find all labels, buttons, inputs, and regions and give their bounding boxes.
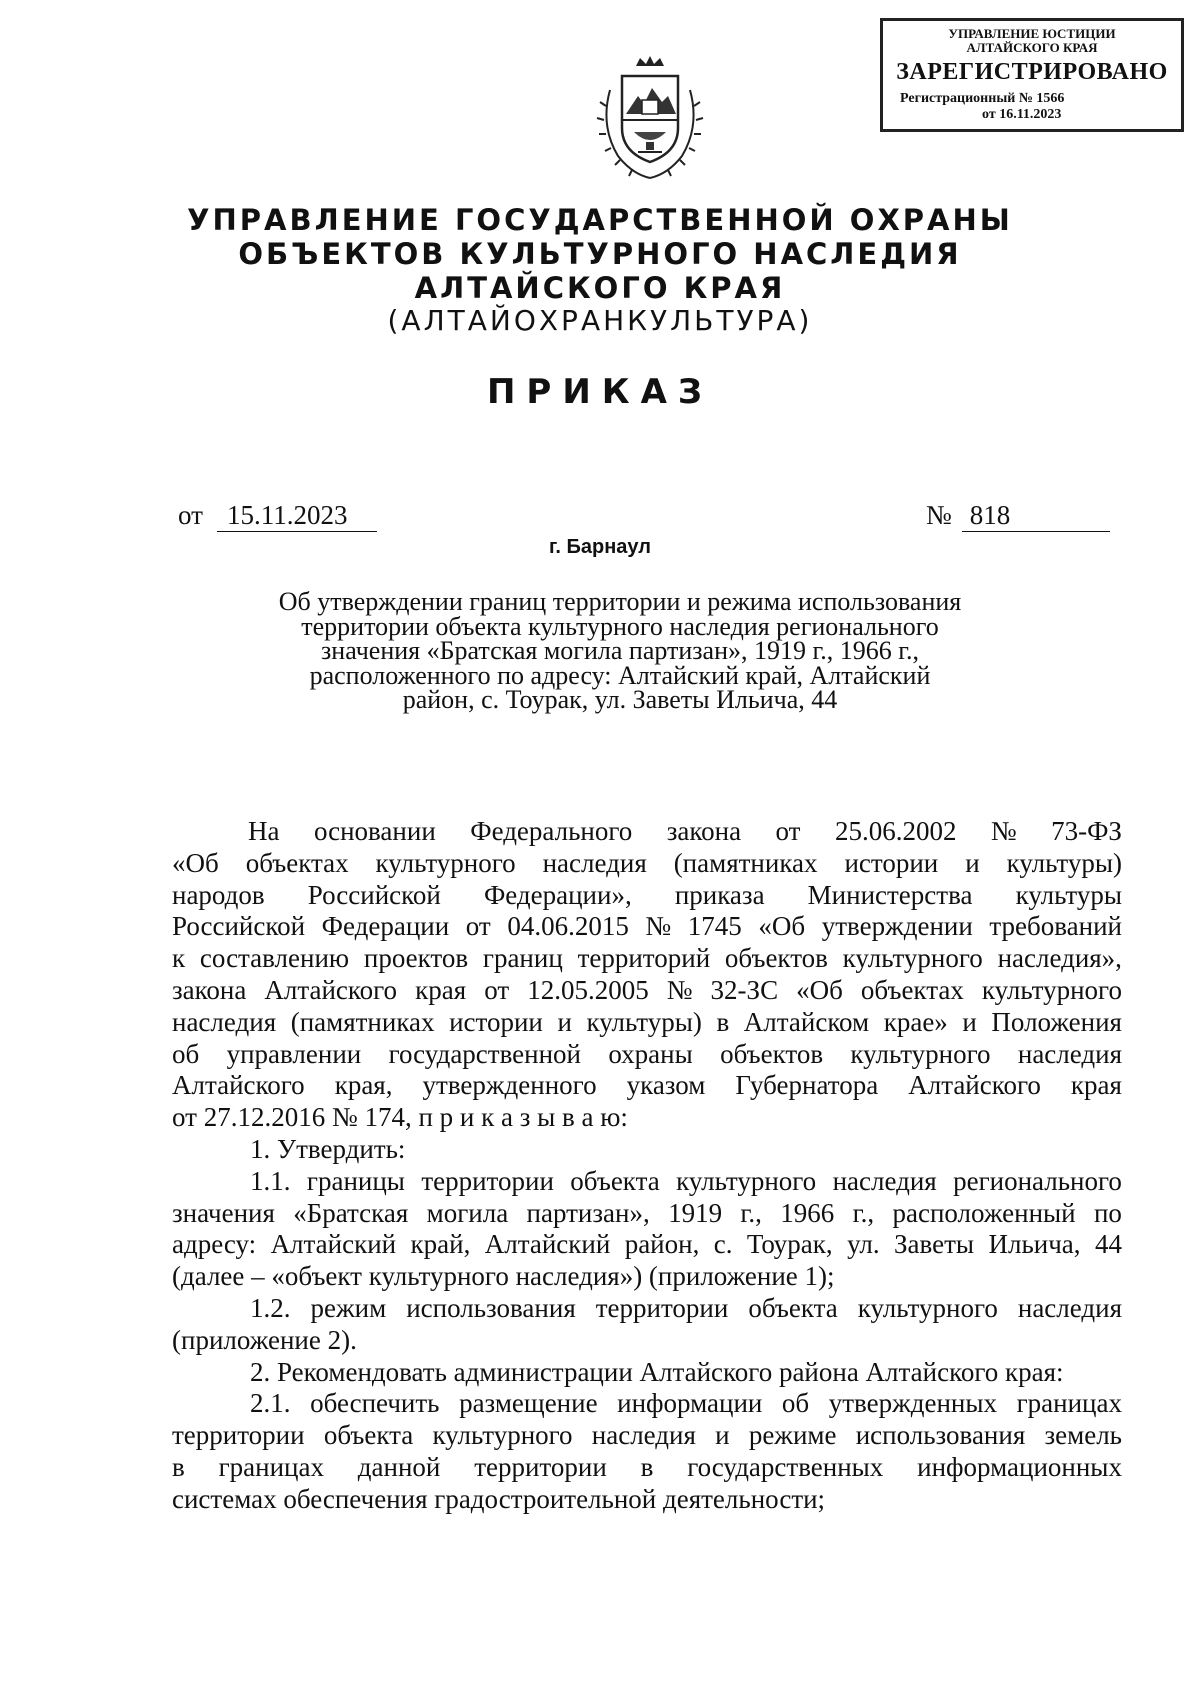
word: с. bbox=[713, 1229, 733, 1260]
word: обеспечить bbox=[310, 1388, 440, 1419]
word: «Об bbox=[796, 974, 843, 1005]
word: культурного bbox=[857, 1292, 998, 1323]
word: в bbox=[172, 1451, 185, 1482]
word: территории bbox=[595, 1292, 729, 1323]
order-date bbox=[178, 500, 377, 532]
word: 25.06.2002 bbox=[834, 816, 957, 846]
item-1-1-line: (далее – «объект культурного наследия») (приложение 1); bbox=[172, 1261, 835, 1292]
item-2-1-line bbox=[172, 1388, 1122, 1420]
word: Министерства bbox=[807, 879, 973, 910]
preamble-line bbox=[172, 1039, 1122, 1071]
preamble-line bbox=[172, 1007, 1122, 1039]
preamble-line bbox=[172, 911, 1122, 943]
word: культурного bbox=[375, 847, 516, 878]
authority-name-line: УПРАВЛЕНИЕ ГОСУДАРСТВЕННОЙ ОХРАНЫ bbox=[187, 203, 1013, 237]
item-1: 1. Утвердить: bbox=[250, 1133, 406, 1164]
word: (памятниках bbox=[673, 847, 818, 878]
word: Положения bbox=[991, 1006, 1122, 1037]
word: территории bbox=[474, 1451, 607, 1482]
word: основании bbox=[313, 816, 436, 846]
stamp-reg-number-value: 1566 bbox=[1036, 91, 1065, 106]
word: г., bbox=[852, 1197, 875, 1228]
word: Алтайский bbox=[484, 1229, 611, 1260]
word: крае» bbox=[883, 1006, 948, 1037]
preamble-line bbox=[172, 816, 1122, 848]
word: объекта bbox=[570, 1165, 660, 1196]
word: культурного bbox=[842, 943, 983, 974]
word: культуры bbox=[1015, 879, 1122, 910]
word: по bbox=[1093, 1197, 1122, 1228]
word: край, bbox=[410, 1229, 471, 1260]
word: от bbox=[775, 816, 801, 846]
document-type: ПРИКАЗ bbox=[486, 372, 714, 412]
item-1-1-line bbox=[172, 1166, 1122, 1198]
order-number-value: 818 bbox=[962, 500, 1110, 532]
authority-abbreviation: (АЛТАЙОХРАНКУЛЬТУРА) bbox=[387, 304, 813, 337]
word: Федерации», bbox=[483, 879, 632, 910]
order-title-line: территории объекта культурного наследия регионального bbox=[301, 611, 939, 641]
stamp-reg-date bbox=[883, 107, 1181, 123]
word: наследия bbox=[1017, 1292, 1122, 1323]
word: от bbox=[484, 974, 510, 1005]
word: Алтайского bbox=[172, 1070, 305, 1101]
order-title-line: Об утверждении границ территории и режима использования bbox=[278, 587, 962, 616]
word: Тоурак, bbox=[746, 1229, 833, 1260]
stamp-reg-number-label: Регистрационный № bbox=[900, 91, 1033, 106]
word: культуры) bbox=[1006, 847, 1122, 878]
stamp-registered: ЗАРЕГИСТРИРОВАНО bbox=[896, 59, 1168, 85]
word: государственной bbox=[388, 1038, 582, 1069]
stamp-reg-date-value: 16.11.2023 bbox=[999, 107, 1062, 122]
word: расположенный bbox=[892, 1197, 1076, 1228]
stamp-authority-line: УПРАВЛЕНИЕ ЮСТИЦИИ bbox=[948, 26, 1116, 41]
word: границах bbox=[218, 1451, 324, 1482]
word: края bbox=[415, 974, 467, 1005]
word: границах bbox=[1016, 1388, 1122, 1419]
word: объектах bbox=[860, 974, 964, 1005]
item-1-1-line bbox=[172, 1198, 1122, 1230]
word: и bbox=[715, 1420, 730, 1451]
word: размещение bbox=[459, 1388, 598, 1419]
stamp-reg-date-label: от bbox=[982, 107, 996, 122]
stamp-authority bbox=[883, 27, 1181, 55]
word: 04.06.2015 bbox=[507, 911, 629, 942]
word: истории bbox=[844, 847, 939, 878]
word: края, bbox=[334, 1070, 393, 1101]
word: 1966 bbox=[780, 1197, 835, 1228]
word: наследия bbox=[542, 847, 647, 878]
word: значения bbox=[172, 1197, 275, 1228]
item-2-1-line bbox=[172, 1452, 1122, 1484]
item-2-1-line: системах обеспечения градостроительной деятельности; bbox=[172, 1483, 826, 1514]
word: объекта bbox=[748, 1292, 838, 1323]
word: На bbox=[248, 816, 280, 846]
word: наследия bbox=[591, 1420, 696, 1451]
coat-of-arms-emblem bbox=[596, 56, 704, 180]
word: культурного bbox=[676, 1165, 817, 1196]
word: проектов bbox=[363, 943, 469, 974]
word: территории bbox=[421, 1165, 554, 1196]
authority-name bbox=[0, 203, 1200, 305]
order-title-line: расположенного по адресу: Алтайский край, Алтайский bbox=[309, 660, 931, 690]
word: закона bbox=[172, 974, 247, 1005]
preamble-line bbox=[172, 848, 1122, 880]
word: ул. bbox=[847, 1229, 880, 1260]
word: наследия», bbox=[997, 943, 1122, 974]
word: № bbox=[666, 974, 693, 1005]
order-number-label: № bbox=[926, 500, 952, 530]
item-2-1 bbox=[172, 1388, 1122, 1515]
order-date-value: 15.11.2023 bbox=[217, 500, 377, 532]
word: об bbox=[781, 1388, 810, 1419]
word: режиме bbox=[748, 1420, 837, 1451]
word: от bbox=[465, 911, 491, 942]
word: об bbox=[172, 1038, 200, 1069]
word: Федерального bbox=[470, 816, 633, 846]
word: «Об bbox=[172, 847, 219, 878]
item-1-2 bbox=[172, 1293, 1122, 1357]
item-1-2-line bbox=[172, 1293, 1122, 1325]
order-number bbox=[926, 500, 1110, 532]
word: в bbox=[716, 1006, 730, 1037]
word: культурного bbox=[981, 974, 1122, 1005]
stamp-reg-number bbox=[883, 91, 1181, 107]
word: Ильича, bbox=[988, 1229, 1081, 1260]
word: Губернатора bbox=[735, 1070, 879, 1101]
word: границы bbox=[306, 1165, 405, 1196]
order-date-label: от bbox=[178, 500, 203, 530]
order-title-line: значения «Братская могила партизан», 1919 г., 1966 г., bbox=[321, 636, 919, 665]
word: к bbox=[172, 943, 186, 974]
preamble-line bbox=[172, 943, 1122, 975]
word: информационных bbox=[917, 1451, 1122, 1482]
word: наследия bbox=[172, 1006, 277, 1037]
word: Алтайском bbox=[743, 1006, 870, 1037]
word: Алтайского bbox=[264, 974, 398, 1005]
word: 44 bbox=[1094, 1229, 1122, 1260]
preamble-line bbox=[172, 975, 1122, 1007]
preamble-line: от 27.12.2016 № 174, п р и к а з ы в а ю: bbox=[172, 1102, 628, 1133]
word: объектах bbox=[245, 847, 349, 878]
authority-name-line: АЛТАЙСКОГО КРАЯ bbox=[414, 271, 786, 305]
word: управлении bbox=[226, 1038, 362, 1069]
authority-name-line: ОБЪЕКТОВ КУЛЬТУРНОГО НАСЛЕДИЯ bbox=[238, 237, 962, 271]
word: утвержденных bbox=[828, 1388, 998, 1419]
word: культуры) bbox=[586, 1006, 702, 1037]
word: могила bbox=[426, 1197, 509, 1228]
word: объекта bbox=[323, 1420, 414, 1451]
word: истории bbox=[449, 1006, 543, 1037]
item-1-1-line bbox=[172, 1229, 1122, 1261]
word: Алтайский bbox=[270, 1229, 397, 1260]
item-2: 2. Рекомендовать администрации Алтайского района Алтайского края: bbox=[250, 1356, 1064, 1387]
registration-stamp bbox=[880, 18, 1184, 132]
word: 1745 bbox=[687, 911, 742, 942]
word: 32-ЗС bbox=[710, 974, 779, 1005]
word: культурного bbox=[432, 1420, 573, 1451]
word: территории bbox=[172, 1420, 305, 1451]
word: использования bbox=[855, 1420, 1026, 1451]
preamble-line bbox=[172, 1070, 1122, 1102]
order-title bbox=[250, 587, 990, 714]
word: г., bbox=[740, 1197, 762, 1228]
word: Российской bbox=[172, 911, 306, 942]
preamble-line bbox=[172, 880, 1122, 912]
word: государственных bbox=[687, 1451, 884, 1482]
word: «Об bbox=[758, 911, 806, 942]
word: Федерации bbox=[321, 911, 450, 942]
order-body bbox=[172, 816, 1122, 1516]
word: (памятниках bbox=[290, 1006, 435, 1037]
word: в bbox=[640, 1451, 654, 1482]
word: Алтайского bbox=[908, 1070, 1041, 1101]
word: № bbox=[990, 816, 1017, 846]
word: № bbox=[645, 911, 672, 942]
word: использования bbox=[406, 1292, 576, 1323]
word: регионального bbox=[953, 1165, 1122, 1196]
word: края bbox=[1070, 1070, 1122, 1101]
word: и bbox=[962, 1006, 977, 1037]
stamp-authority-line: АЛТАЙСКОГО КРАЯ bbox=[966, 40, 1098, 55]
word: указом bbox=[626, 1070, 706, 1101]
word: 1.1. bbox=[250, 1165, 291, 1196]
item-1-2-line: (приложение 2). bbox=[172, 1324, 357, 1355]
word: наследия bbox=[832, 1165, 937, 1196]
word: закона bbox=[666, 816, 742, 846]
word: составлению bbox=[199, 943, 350, 974]
word: и bbox=[557, 1006, 572, 1037]
word: границ bbox=[482, 943, 563, 974]
word: информации bbox=[617, 1388, 763, 1419]
word: охраны bbox=[608, 1038, 693, 1069]
word: данной bbox=[357, 1451, 441, 1482]
city: г. Барнаул bbox=[549, 536, 651, 558]
word: народов bbox=[172, 879, 265, 910]
word: 1919 bbox=[668, 1197, 723, 1228]
word: 2.1. bbox=[250, 1388, 291, 1419]
word: 73-ФЗ bbox=[1051, 816, 1122, 846]
word: партизан», bbox=[526, 1197, 650, 1228]
word: 12.05.2005 bbox=[527, 974, 649, 1005]
item-2-1-line bbox=[172, 1420, 1122, 1452]
word: район, bbox=[624, 1229, 700, 1260]
word: территорий bbox=[577, 943, 711, 974]
word: режим bbox=[310, 1292, 387, 1323]
word: приказа bbox=[674, 879, 765, 910]
preamble bbox=[172, 816, 1122, 1134]
word: и bbox=[965, 847, 980, 878]
word: объектов bbox=[720, 1038, 824, 1069]
item-1-1 bbox=[172, 1166, 1122, 1293]
word: культурного bbox=[850, 1038, 991, 1069]
order-title-line: район, с. Тоурак, ул. Заветы Ильича, 44 bbox=[402, 685, 838, 714]
word: «Братская bbox=[293, 1197, 409, 1228]
word: требований bbox=[989, 911, 1122, 942]
word: 1.2. bbox=[250, 1292, 291, 1323]
word: адресу: bbox=[172, 1229, 257, 1260]
word: утвержденного bbox=[422, 1070, 597, 1101]
word: объектов bbox=[724, 943, 828, 974]
word: Заветы bbox=[894, 1229, 975, 1260]
word: утверждении bbox=[821, 911, 973, 942]
word: Российской bbox=[307, 879, 441, 910]
word: наследия bbox=[1017, 1038, 1122, 1069]
word: земель bbox=[1044, 1420, 1122, 1451]
